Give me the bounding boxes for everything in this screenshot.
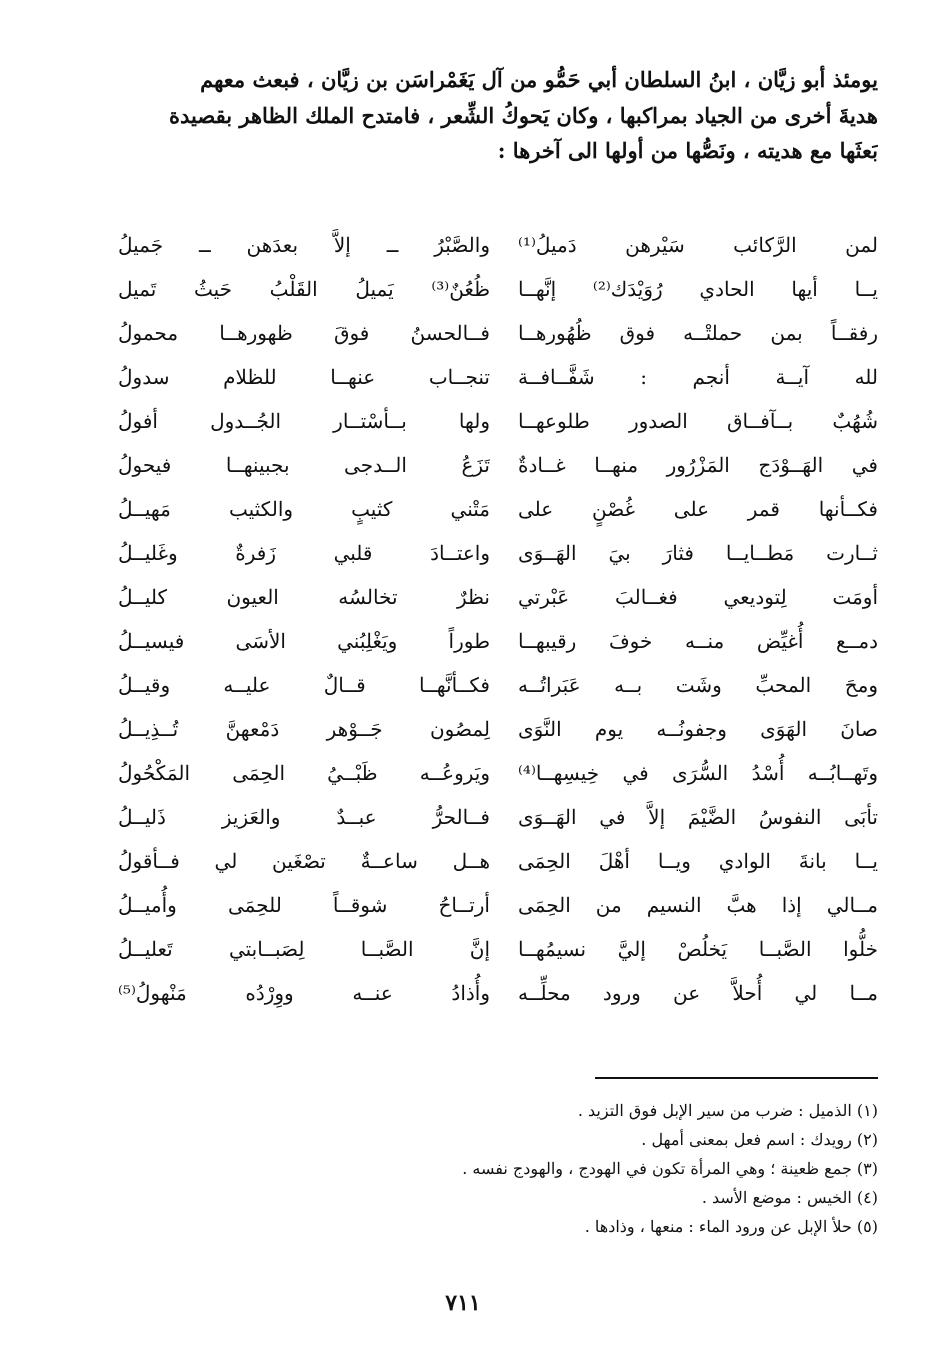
- poem-verse: [118, 574, 878, 620]
- poem-verse: [118, 398, 878, 444]
- verse-first-hemistich: أومَت لِتوديعي فغــالبَ عَبْرتي: [518, 585, 878, 609]
- intro-line: هديةَ أخرى من الجياد بمراكبها ، وكان يَحوكُ الشِّعر ، فامتدح الملك الظاهر بقصيدة: [169, 102, 878, 128]
- verse-second-hemistich: هــل ساعــةٌ تصْغَين لي فــأقولُ: [118, 849, 490, 873]
- verse-first-hemistich: صانَ الهَوَى وجفونُــه يوم النَّوَى: [518, 717, 878, 741]
- poem-verse: [118, 706, 878, 752]
- footnote: (٢) رويدك : اسم فعل بمعنى أمهل .: [641, 1130, 878, 1149]
- verse-first-hemistich: يــا بانةَ الوادي ويــا أهْلَ الحِمَى: [518, 849, 878, 873]
- footnote: (٥) حلأ الإبل عن ورود الماء : منعها ، وذادها .: [584, 1217, 878, 1236]
- verse-second-hemistich: واعتــادَ قلبي زَفرةٌ وغَليــلُ: [118, 541, 490, 565]
- verse-first-hemistich: خلُّوا الصَّبــا يَخلُصْ إليَّ نسيمُهــا: [518, 937, 878, 961]
- verse-second-hemistich: فكــأنَّهــا قــالٌ عليــه وقيــلُ: [118, 673, 490, 697]
- verse-first-hemistich: مــالي إذا هبَّ النسيم من الحِمَى: [518, 893, 878, 917]
- verse-second-hemistich: مَتْني كثيبٍ والكثيب مَهيــلُ: [118, 497, 490, 521]
- verse-first-hemistich: ثــارت مَطــايــا فثارَ بيَ الهَــوَى: [518, 541, 878, 565]
- verse-first-hemistich: لمن الرَّكائب سَيْرهن دَميلُ⁽¹⁾: [518, 233, 878, 257]
- verse-second-hemistich: فــالحرُّ عبــدٌ والعَزيز ذَليــلُ: [118, 805, 490, 829]
- verse-second-hemistich: نظرٌ تخالسُه العيون كليــلُ: [118, 585, 490, 609]
- poem-verse: [118, 354, 878, 400]
- poem-verse: [118, 662, 878, 708]
- verse-first-hemistich: يــا أيها الحادي رُوَيْدَك⁽²⁾ إنَّهــا: [518, 277, 878, 301]
- verse-first-hemistich: لله آيــة أنجم : شَفَّــافــة: [518, 365, 878, 389]
- verse-second-hemistich: والصَّبْرُ ــ إلاَّ بعدَهن ــ جَميلُ: [118, 233, 490, 257]
- footnotes: [300, 1096, 878, 1241]
- poem-verse: [118, 222, 878, 268]
- poem-verse: [118, 618, 878, 664]
- verse-second-hemistich: ويَروعُــه ظَبْــيُ الحِمَى المَكْحُولُ: [118, 761, 490, 785]
- verse-first-hemistich: مــا لي أُحلاَّ عن ورود محلِّــه: [518, 981, 878, 1005]
- verse-first-hemistich: تأبَى النفوسُ الضَّيْمَ إلاَّ في الهَــوَى: [518, 805, 878, 829]
- verse-first-hemistich: شُهُبٌ بــآفــاق الصدور طلوعهــا: [518, 409, 878, 433]
- verse-first-hemistich: رفقــاً بمن حملتْــه فوق ظُهُورهــا: [518, 321, 878, 345]
- footnote-divider: [595, 1077, 878, 1079]
- intro-paragraph: [118, 62, 878, 169]
- footnote: (١) الذميل : ضرب من سير الإبل فوق التزيد .: [577, 1101, 878, 1120]
- verse-second-hemistich: طوراً ويَغْلِبُني الأسَى فيسيــلُ: [118, 629, 490, 653]
- verse-first-hemistich: فكــأنها قمر على غُصْنٍ على: [518, 497, 878, 521]
- poem: [118, 222, 878, 1022]
- verse-first-hemistich: في الهَــوْدَج المَزْرُور منهــا غــادةٌ: [518, 453, 878, 477]
- verse-first-hemistich: ومحَ المحبِّ وشَت بــه عَبَراتُــه: [518, 673, 878, 697]
- intro-line: بَعثَها مع هديته ، ونَصُّها من أولها الى آخرها :: [497, 138, 878, 163]
- verse-second-hemistich: ظُعُنٌ⁽³⁾ يَميلُ القَلْبُ حَيثُ تَميل: [118, 277, 490, 301]
- verse-second-hemistich: تنجــاب عنهــا للظلام سدولُ: [118, 365, 490, 389]
- poem-verse: [118, 530, 878, 576]
- poem-verse: [118, 750, 878, 796]
- verse-first-hemistich: وتَهــابُــه أُسْدُ السُّرَى في خِيسِهــا⁽⁴⁾: [518, 761, 878, 785]
- page-number: ٧١١: [445, 1290, 481, 1316]
- poem-verse: [118, 838, 878, 884]
- poem-verse: [118, 442, 878, 488]
- footnote: (٣) جمع ظعينة ؛ وهي المرأة تكون في الهودج ، والهودج نفسه .: [462, 1159, 878, 1178]
- poem-verse: [118, 882, 878, 928]
- poem-verse: [118, 266, 878, 312]
- verse-second-hemistich: أرتــاحُ شوقــاً للحِمَى وأُميــلُ: [118, 893, 490, 917]
- verse-second-hemistich: لِمصُون جَــوْهر دَمْعهنَّ تُــذِيــلُ: [118, 717, 490, 741]
- poem-verse: [118, 310, 878, 356]
- poem-verse: [118, 970, 878, 1016]
- verse-second-hemistich: وأُذادُ عنــه ووِرْدُه مَنْهولُ⁽⁵⁾: [118, 981, 490, 1005]
- poem-verse: [118, 794, 878, 840]
- intro-line: يومئذ أبو زيَّان ، ابنُ السلطان أبي حَمُّو من آل يَغَمْراسَن بن زيَّان ، فبعث معهم: [200, 67, 878, 92]
- footnote: (٤) الخيس : موضع الأسد .: [701, 1188, 878, 1207]
- verse-first-hemistich: دمــع أُغيِّض منــه خوفَ رقيبهــا: [518, 629, 878, 653]
- verse-second-hemistich: تَزَعُ الــدجى بجبينهــا فيحولُ: [118, 453, 490, 477]
- verse-second-hemistich: ولها بــأسْتــار الجُــدول أفولُ: [118, 409, 490, 433]
- poem-verse: [118, 926, 878, 972]
- poem-verse: [118, 486, 878, 532]
- verse-second-hemistich: فــالحسنُ فوقَ ظهورهــا محمولُ: [118, 321, 490, 345]
- verse-second-hemistich: إنَّ الصَّبــا لِصَبــابتي تَعليــلُ: [118, 937, 490, 961]
